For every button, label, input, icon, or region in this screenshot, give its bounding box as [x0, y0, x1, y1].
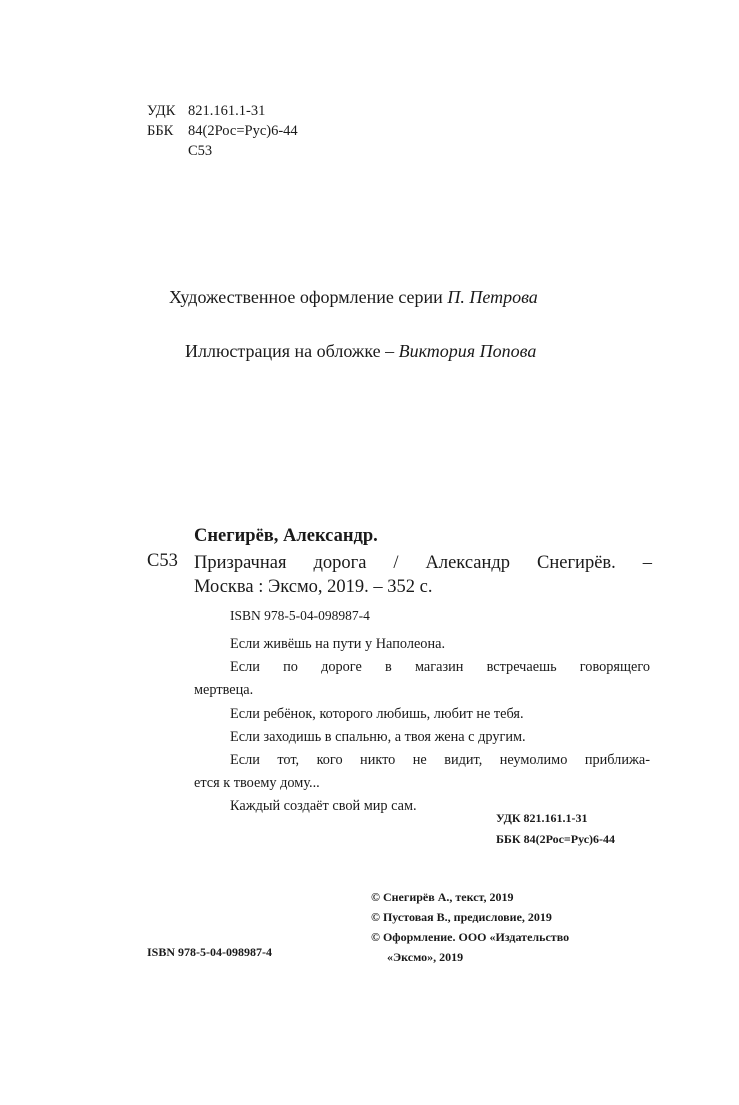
bbk-row: [147, 121, 298, 141]
udk-key: УДК: [147, 103, 176, 119]
classification-codes: [147, 101, 298, 161]
copyright-line: © Снегирёв А., текст, 2019: [371, 890, 514, 904]
illustration-label: Иллюстрация на обложке –: [185, 341, 395, 361]
record-cutter: С53: [147, 551, 178, 571]
annotation: [194, 633, 650, 819]
udk-value: 821.161.1-31: [188, 103, 266, 119]
copyright-line: «Эксмо», 2019: [387, 950, 464, 964]
copyright-line: © Оформление. ООО «Издательство: [371, 930, 570, 944]
annotation-line: Если по дороге в магазин встречаешь говорящего: [230, 659, 650, 676]
record-imprint: Москва : Эксмо, 2019. – 352 с.: [194, 577, 433, 597]
cutter-code: С53: [188, 143, 213, 159]
series-design-name: П. Петрова: [447, 287, 538, 307]
record-title-line: Призрачная дорога / Александр Снегирёв. –: [194, 553, 652, 573]
udk-bottom: УДК 821.161.1-31: [496, 811, 588, 825]
series-design-credit: [169, 285, 538, 309]
annotation-line: мертвеца.: [194, 682, 254, 699]
bbk-key: ББК: [147, 123, 174, 139]
udk-row: [147, 101, 298, 121]
series-design-label: Художественное оформление серии: [169, 287, 443, 307]
record-title-block: [194, 551, 652, 599]
annotation-line: Если живёшь на пути у Наполеона.: [230, 636, 446, 652]
bbk-bottom: ББК 84(2Рос=Рус)6-44: [496, 832, 616, 846]
annotation-line: Если ребёнок, которого любишь, любит не тебя.: [230, 705, 524, 722]
copyright-line: © Пустовая В., предисловие, 2019: [371, 910, 552, 924]
annotation-line: ется к твоему дому...: [194, 775, 320, 792]
copyright-block: [371, 887, 569, 967]
annotation-line: Каждый создаёт свой мир сам.: [230, 798, 417, 815]
annotation-line: Если тот, кого никто не видит, неумолимо приближа-: [230, 752, 650, 769]
classification-bottom: [496, 808, 615, 850]
cutter-row: [147, 141, 298, 161]
illustration-credit: [185, 339, 536, 363]
bbk-value: 84(2Рос=Рус)6-44: [188, 123, 298, 139]
annotation-line: Если заходишь в спальню, а твоя жена с другим.: [230, 728, 526, 745]
isbn-bottom: ISBN 978-5-04-098987-4: [147, 945, 272, 959]
illustration-name: Виктория Попова: [398, 341, 537, 361]
record-author: Снегирёв, Александр.: [194, 526, 378, 546]
record-isbn: ISBN 978-5-04-098987-4: [230, 608, 370, 623]
